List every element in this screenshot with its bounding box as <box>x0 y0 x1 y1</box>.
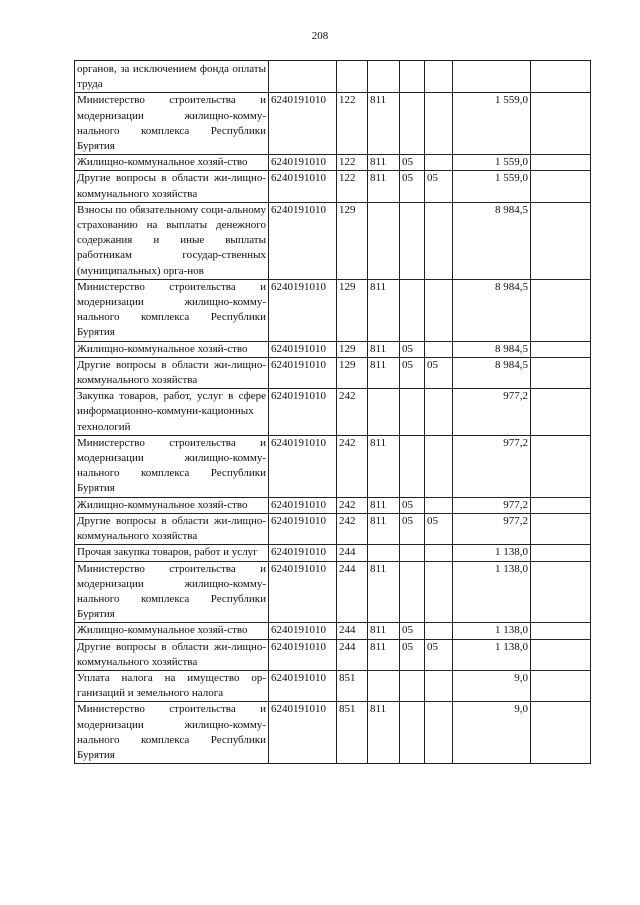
extra-cell <box>531 279 591 341</box>
amount-cell: 1 138,0 <box>453 623 531 639</box>
table-body <box>75 61 591 764</box>
section-cell: 05 <box>400 513 425 544</box>
section-cell: 05 <box>400 623 425 639</box>
subsection-cell: 05 <box>425 513 453 544</box>
target-article-cell: 6240191010 <box>269 155 337 171</box>
ministry-code-cell: 811 <box>368 702 400 764</box>
extra-cell <box>531 670 591 701</box>
section-cell <box>400 93 425 155</box>
extra-cell <box>531 639 591 670</box>
amount-cell: 1 138,0 <box>453 639 531 670</box>
expense-type-cell: 242 <box>337 389 368 436</box>
table-row <box>75 435 591 497</box>
ministry-code-cell <box>368 545 400 561</box>
row-name-cell: Другие вопросы в области жи-лищно-коммунального хозяйства <box>75 639 269 670</box>
row-name-cell: Взносы по обязательному соци-альному страхованию на выплаты денежного содержания и иные выплаты работникам государ-ственных (муниципальных) орга-нов <box>75 202 269 279</box>
amount-cell: 8 984,5 <box>453 279 531 341</box>
page-number: 208 <box>311 30 329 42</box>
amount-cell: 977,2 <box>453 435 531 497</box>
row-name-cell: Министерство строительства и модернизации жилищно-комму-нального комплекса Республики Бурятия <box>75 561 269 623</box>
table-row <box>75 61 591 93</box>
extra-cell <box>531 155 591 171</box>
extra-cell <box>531 93 591 155</box>
extra-cell <box>531 341 591 357</box>
target-article-cell: 6240191010 <box>269 670 337 701</box>
budget-table <box>74 60 591 764</box>
subsection-cell: 05 <box>425 357 453 388</box>
expense-type-cell: 244 <box>337 561 368 623</box>
extra-cell <box>531 389 591 436</box>
section-cell <box>400 702 425 764</box>
target-article-cell: 6240191010 <box>269 623 337 639</box>
row-name-cell: Другие вопросы в области жи-лищно-коммунального хозяйства <box>75 171 269 202</box>
section-cell: 05 <box>400 155 425 171</box>
row-name-cell: Жилищно-коммунальное хозяй-ство <box>75 341 269 357</box>
section-cell: 05 <box>400 639 425 670</box>
amount-cell: 1 138,0 <box>453 561 531 623</box>
table-row <box>75 497 591 513</box>
ministry-code-cell <box>368 389 400 436</box>
table-row <box>75 670 591 701</box>
table-row <box>75 702 591 764</box>
section-cell: 05 <box>400 341 425 357</box>
amount-cell: 8 984,5 <box>453 357 531 388</box>
expense-type-cell: 244 <box>337 623 368 639</box>
target-article-cell: 6240191010 <box>269 279 337 341</box>
expense-type-cell: 122 <box>337 171 368 202</box>
amount-cell: 1 559,0 <box>453 171 531 202</box>
subsection-cell <box>425 389 453 436</box>
section-cell <box>400 670 425 701</box>
target-article-cell: 6240191010 <box>269 341 337 357</box>
table-row <box>75 357 591 388</box>
section-cell: 05 <box>400 171 425 202</box>
table-row <box>75 513 591 544</box>
target-article-cell: 6240191010 <box>269 702 337 764</box>
subsection-cell <box>425 61 453 93</box>
expense-type-cell <box>337 61 368 93</box>
target-article-cell: 6240191010 <box>269 513 337 544</box>
target-article-cell: 6240191010 <box>269 357 337 388</box>
row-name-cell: Министерство строительства и модернизации жилищно-комму-нального комплекса Республики Бурятия <box>75 93 269 155</box>
section-cell <box>400 202 425 279</box>
row-name-cell: Жилищно-коммунальное хозяй-ство <box>75 155 269 171</box>
expense-type-cell: 129 <box>337 279 368 341</box>
expense-type-cell: 242 <box>337 513 368 544</box>
extra-cell <box>531 623 591 639</box>
ministry-code-cell: 811 <box>368 623 400 639</box>
table-row <box>75 341 591 357</box>
ministry-code-cell <box>368 61 400 93</box>
target-article-cell: 6240191010 <box>269 389 337 436</box>
amount-cell: 1 559,0 <box>453 93 531 155</box>
expense-type-cell: 122 <box>337 93 368 155</box>
subsection-cell <box>425 93 453 155</box>
row-name-cell: Другие вопросы в области жи-лищно-коммунального хозяйства <box>75 357 269 388</box>
subsection-cell: 05 <box>425 639 453 670</box>
section-cell <box>400 279 425 341</box>
extra-cell <box>531 171 591 202</box>
expense-type-cell: 129 <box>337 341 368 357</box>
section-cell: 05 <box>400 497 425 513</box>
ministry-code-cell: 811 <box>368 497 400 513</box>
row-name-cell: Жилищно-коммунальное хозяй-ство <box>75 497 269 513</box>
ministry-code-cell <box>368 202 400 279</box>
target-article-cell <box>269 61 337 93</box>
section-cell <box>400 389 425 436</box>
ministry-code-cell <box>368 670 400 701</box>
expense-type-cell: 242 <box>337 435 368 497</box>
target-article-cell: 6240191010 <box>269 435 337 497</box>
extra-cell <box>531 702 591 764</box>
subsection-cell <box>425 435 453 497</box>
target-article-cell: 6240191010 <box>269 497 337 513</box>
subsection-cell <box>425 497 453 513</box>
extra-cell <box>531 435 591 497</box>
table-row <box>75 639 591 670</box>
ministry-code-cell: 811 <box>368 513 400 544</box>
table-row <box>75 279 591 341</box>
amount-cell: 8 984,5 <box>453 202 531 279</box>
section-cell: 05 <box>400 357 425 388</box>
target-article-cell: 6240191010 <box>269 171 337 202</box>
amount-cell: 1 559,0 <box>453 155 531 171</box>
section-cell <box>400 61 425 93</box>
subsection-cell <box>425 341 453 357</box>
extra-cell <box>531 561 591 623</box>
amount-cell <box>453 61 531 93</box>
row-name-cell: Закупка товаров, работ, услуг в сфере информационно-коммуни-кационных технологий <box>75 389 269 436</box>
subsection-cell <box>425 545 453 561</box>
extra-cell <box>531 513 591 544</box>
subsection-cell: 05 <box>425 171 453 202</box>
amount-cell: 9,0 <box>453 670 531 701</box>
row-name-cell: Жилищно-коммунальное хозяй-ство <box>75 623 269 639</box>
table-row <box>75 623 591 639</box>
extra-cell <box>531 545 591 561</box>
table-row <box>75 171 591 202</box>
amount-cell: 977,2 <box>453 389 531 436</box>
table-row <box>75 202 591 279</box>
section-cell <box>400 435 425 497</box>
expense-type-cell: 122 <box>337 155 368 171</box>
section-cell <box>400 561 425 623</box>
expense-type-cell: 129 <box>337 357 368 388</box>
subsection-cell <box>425 155 453 171</box>
expense-type-cell: 851 <box>337 702 368 764</box>
row-name-cell: Прочая закупка товаров, работ и услуг <box>75 545 269 561</box>
target-article-cell: 6240191010 <box>269 561 337 623</box>
table-row <box>75 93 591 155</box>
expense-type-cell: 242 <box>337 497 368 513</box>
row-name-cell: органов, за исключением фонда оплаты труда <box>75 61 269 93</box>
target-article-cell: 6240191010 <box>269 202 337 279</box>
extra-cell <box>531 357 591 388</box>
subsection-cell <box>425 670 453 701</box>
row-name-cell: Министерство строительства и модернизации жилищно-комму-нального комплекса Республики Бурятия <box>75 702 269 764</box>
table-row <box>75 155 591 171</box>
expense-type-cell: 244 <box>337 639 368 670</box>
ministry-code-cell: 811 <box>368 561 400 623</box>
ministry-code-cell: 811 <box>368 435 400 497</box>
table-row <box>75 545 591 561</box>
row-name-cell: Министерство строительства и модернизации жилищно-комму-нального комплекса Республики Бурятия <box>75 435 269 497</box>
row-name-cell: Другие вопросы в области жи-лищно-коммунального хозяйства <box>75 513 269 544</box>
ministry-code-cell: 811 <box>368 93 400 155</box>
subsection-cell <box>425 623 453 639</box>
ministry-code-cell: 811 <box>368 639 400 670</box>
amount-cell: 977,2 <box>453 513 531 544</box>
ministry-code-cell: 811 <box>368 155 400 171</box>
table-row <box>75 389 591 436</box>
target-article-cell: 6240191010 <box>269 639 337 670</box>
subsection-cell <box>425 702 453 764</box>
expense-type-cell: 851 <box>337 670 368 701</box>
section-cell <box>400 545 425 561</box>
amount-cell: 8 984,5 <box>453 341 531 357</box>
amount-cell: 977,2 <box>453 497 531 513</box>
row-name-cell: Уплата налога на имущество ор-ганизаций и земельного налога <box>75 670 269 701</box>
ministry-code-cell: 811 <box>368 341 400 357</box>
subsection-cell <box>425 279 453 341</box>
target-article-cell: 6240191010 <box>269 545 337 561</box>
row-name-cell: Министерство строительства и модернизации жилищно-комму-нального комплекса Республики Бурятия <box>75 279 269 341</box>
extra-cell <box>531 497 591 513</box>
extra-cell <box>531 61 591 93</box>
expense-type-cell: 244 <box>337 545 368 561</box>
subsection-cell <box>425 561 453 623</box>
subsection-cell <box>425 202 453 279</box>
extra-cell <box>531 202 591 279</box>
ministry-code-cell: 811 <box>368 171 400 202</box>
ministry-code-cell: 811 <box>368 357 400 388</box>
table-row <box>75 561 591 623</box>
expense-type-cell: 129 <box>337 202 368 279</box>
target-article-cell: 6240191010 <box>269 93 337 155</box>
ministry-code-cell: 811 <box>368 279 400 341</box>
amount-cell: 1 138,0 <box>453 545 531 561</box>
amount-cell: 9,0 <box>453 702 531 764</box>
